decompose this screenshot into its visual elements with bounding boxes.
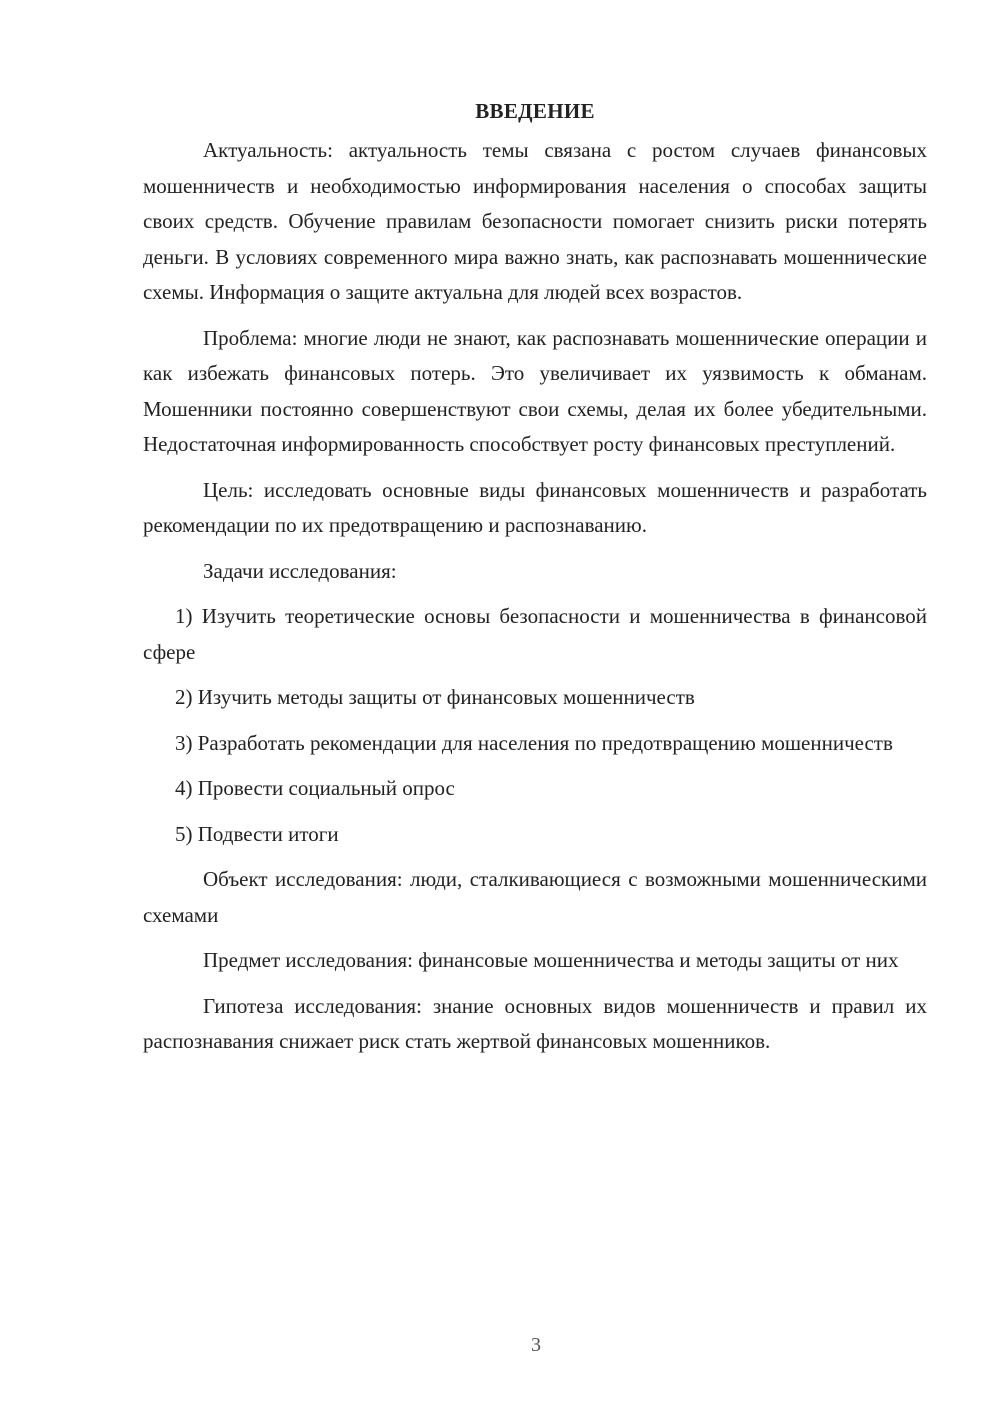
task-item-2: 2) Изучить методы защиты от финансовых мошенничеств bbox=[175, 685, 695, 709]
tasks-title: Задачи исследования: bbox=[203, 558, 397, 583]
object-paragraph: Объект исследования: люди, сталкивающиеся с возможными мошенническими схемами bbox=[143, 867, 927, 927]
task-item-1: 1) Изучить теоретические основы безопасности и мошенничества в финансовой сфере bbox=[143, 604, 927, 664]
task-item-5: 5) Подвести итоги bbox=[175, 821, 339, 846]
hypothesis-paragraph: Гипотеза исследования: знание основных видов мошенничеств и правил их распознавания снижает риск стать жертвой финансовых мошенников. bbox=[143, 993, 927, 1053]
relevance-paragraph: Актуальность: актуальность темы связана с ростом случаев финансовых мошенничеств и необходимостью информирования населения о способах защиты своих средств. Обучение правилам безопасности помогает снизить риски потерять деньги. В условиях современного мира важно знать, как распознавать мошеннические схемы. Информация о защите актуальна для людей всех возрастов. bbox=[143, 138, 927, 304]
document-body bbox=[143, 98, 927, 1070]
problem-paragraph: Проблема: многие люди не знают, как распознавать мошеннические операции и как избежать финансовых потерь. Это увеличивает их уязвимость к обманам. Мошенники постоянно совершенствуют свои схемы, делая их более убедительными. Недостаточная информированность способствует росту финансовых преступлений. bbox=[143, 325, 927, 456]
task-item-3: 3) Разработать рекомендации для населения по предотвращению мошенничеств bbox=[175, 730, 893, 755]
section-heading: ВВЕДЕНИЕ bbox=[475, 99, 595, 123]
subject-paragraph: Предмет исследования: финансовые мошенничества и методы защиты от них bbox=[203, 948, 899, 972]
page-number: 3 bbox=[531, 1334, 541, 1356]
task-item-4: 4) Провести социальный опрос bbox=[175, 776, 455, 800]
goal-paragraph: Цель: исследовать основные виды финансовых мошенничеств и разработать рекомендации по их предотвращению и распознаванию. bbox=[143, 477, 927, 537]
